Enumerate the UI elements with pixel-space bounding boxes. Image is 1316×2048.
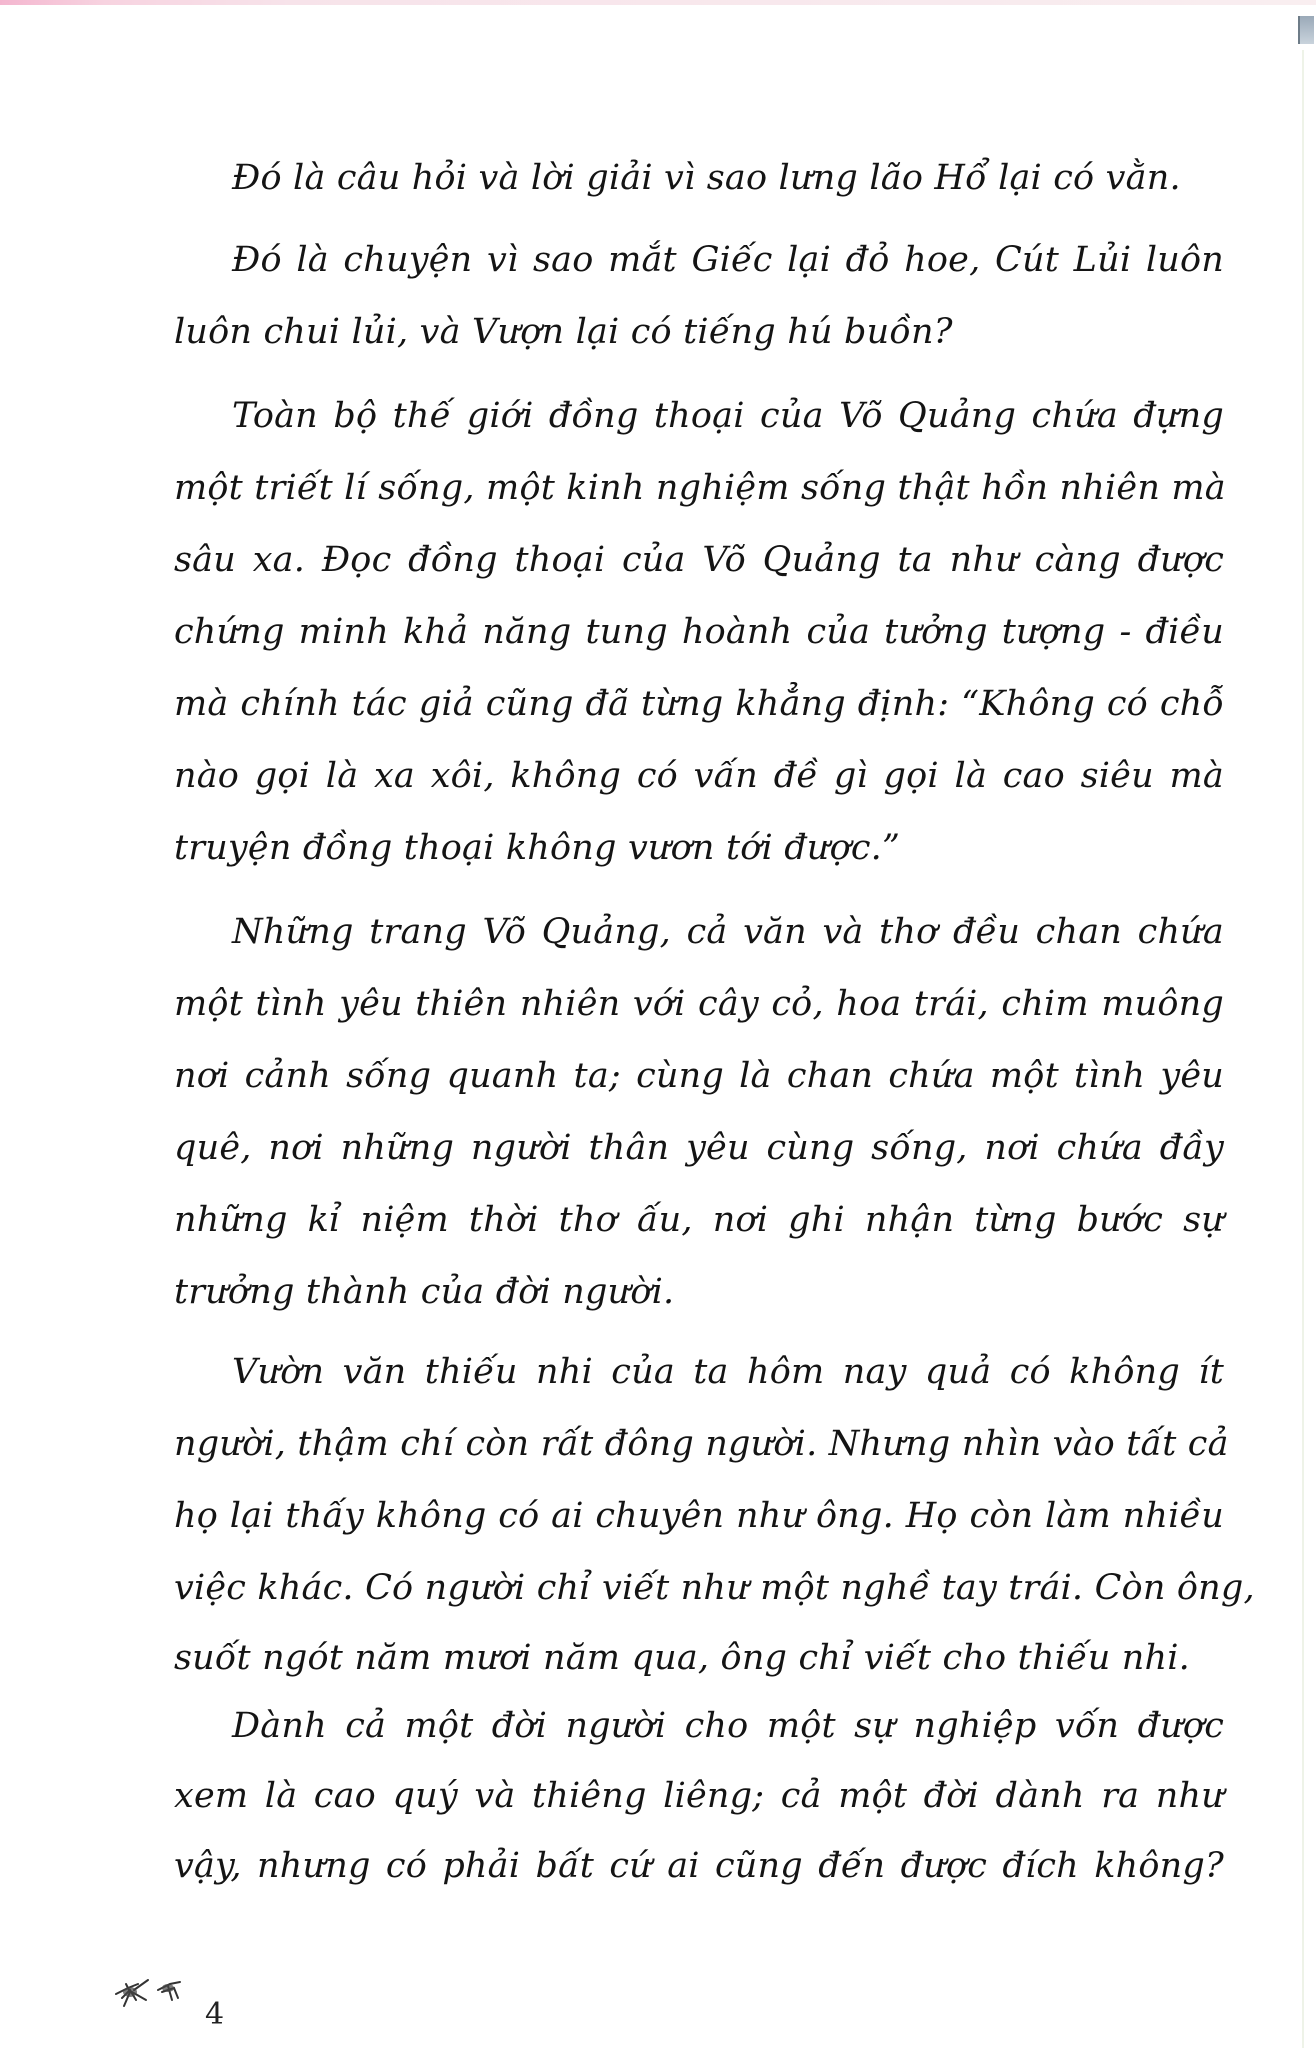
text-line: trưởng thành của đời người. xyxy=(174,1272,675,1312)
text-line: Toàn bộ thế giới đồng thoại của Võ Quảng chứa đựng xyxy=(232,396,1224,436)
text-line: sâu xa. Đọc đồng thoại của Võ Quảng ta như càng được xyxy=(174,540,1224,580)
page-edge xyxy=(1302,50,1304,2048)
text-line: việc khác. Có người chỉ viết như một nghề tay trái. Còn ông, xyxy=(174,1568,1255,1608)
text-line: một tình yêu thiên nhiên với cây cỏ, hoa trái, chim muông xyxy=(174,984,1224,1024)
text-line: truyện đồng thoại không vươn tới được.” xyxy=(174,828,901,868)
text-line: một triết lí sống, một kinh nghiệm sống thật hồn nhiên mà xyxy=(174,468,1226,508)
text-line: suốt ngót năm mươi năm qua, ông chỉ viết cho thiếu nhi. xyxy=(174,1638,1190,1678)
text-line: nào gọi là xa xôi, không có vấn đề gì gọi là cao siêu mà xyxy=(174,756,1224,796)
ink-animal-sketch-icon xyxy=(108,1972,208,2012)
text-line: mà chính tác giả cũng đã từng khẳng định: “Không có chỗ xyxy=(174,684,1224,724)
text-line: nơi cảnh sống quanh ta; cùng là chan chứa một tình yêu xyxy=(174,1056,1224,1096)
page-number: 4 xyxy=(205,1997,225,2032)
text-line: Vườn văn thiếu nhi của ta hôm nay quả có không ít xyxy=(232,1352,1224,1392)
text-line: Đó là chuyện vì sao mắt Giếc lại đỏ hoe, Cút Lủi luôn xyxy=(232,240,1224,280)
text-line: quê, nơi những người thân yêu cùng sống, nơi chứa đầy xyxy=(174,1128,1224,1168)
text-line: những kỉ niệm thời thơ ấu, nơi ghi nhận từng bước sự xyxy=(174,1200,1224,1240)
text-line: vậy, nhưng có phải bất cứ ai cũng đến được đích không? xyxy=(174,1846,1224,1886)
text-line: Đó là câu hỏi và lời giải vì sao lưng lão Hổ lại có vằn. xyxy=(232,158,1181,198)
text-line: chứng minh khả năng tung hoành của tưởng tượng - điều xyxy=(174,612,1224,652)
text-line: xem là cao quý và thiêng liêng; cả một đời dành ra như xyxy=(174,1776,1224,1816)
text-line: họ lại thấy không có ai chuyên như ông. Họ còn làm nhiều xyxy=(174,1496,1224,1536)
text-line: Dành cả một đời người cho một sự nghiệp vốn được xyxy=(232,1706,1224,1746)
text-line: luôn chui lủi, và Vượn lại có tiếng hú buồn? xyxy=(174,312,953,352)
text-line: Những trang Võ Quảng, cả văn và thơ đều chan chứa xyxy=(232,912,1224,952)
page-tab-marker xyxy=(1298,16,1314,44)
text-line: người, thậm chí còn rất đông người. Nhưng nhìn vào tất cả xyxy=(174,1424,1229,1464)
page-top-color-strip xyxy=(0,0,1316,5)
